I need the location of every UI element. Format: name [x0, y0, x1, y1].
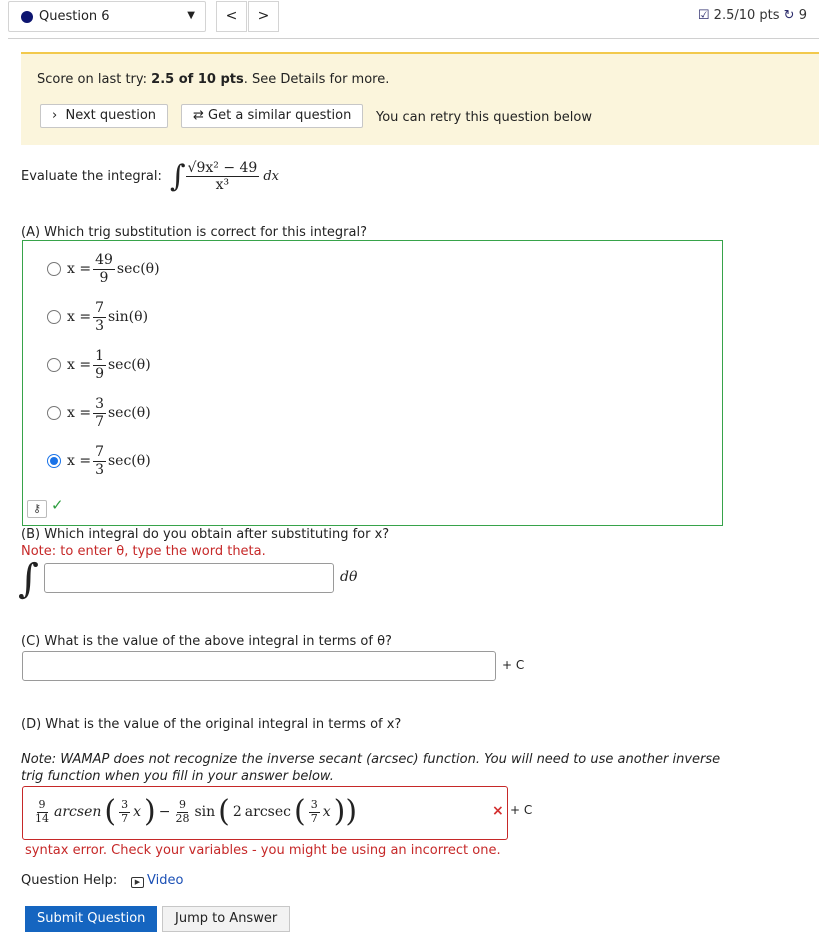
last-try-score: Score on last try: 2.5 of 10 pts. See Details for more.: [37, 72, 390, 87]
radio-button[interactable]: [47, 262, 61, 276]
score-summary: [698, 8, 807, 23]
checkbox-icon: ☑: [697, 8, 710, 23]
next-question-nav-button[interactable]: >: [248, 1, 279, 32]
incorrect-mark-icon: ×: [492, 803, 504, 819]
chevron-right-icon: ›: [52, 108, 58, 123]
retry-icon: ↻: [783, 8, 795, 23]
part-d-note: Note: WAMAP does not recognize the inverse secant (arcsec) function. You will need to use another inverse trig function when you fill in your answer below.: [21, 752, 721, 784]
play-video-icon: ▶: [131, 877, 144, 888]
key-icon[interactable]: ⚷: [27, 500, 47, 518]
radio-button[interactable]: [47, 310, 61, 324]
option-1[interactable]: x = $\frac{49}{9}$ sec(θ): [47, 249, 160, 289]
part-d-input[interactable]: [22, 786, 508, 840]
answer-expression: $\frac{9}{14}$ arcsen ( $\frac{3}{7}$ x ) − $\frac{9}{28}$ sin ( 2 arcsec ( $\frac{3}{7}$ x )): [35, 794, 358, 829]
question-selector[interactable]: [8, 1, 206, 32]
part-c-label: (C) What is the value of the above integral in terms of θ?: [21, 634, 392, 649]
integral-sign: ∫: [169, 158, 186, 194]
prev-question-button[interactable]: <: [216, 1, 247, 32]
plus-c-label: + C: [510, 803, 533, 817]
last-try-score-value: 2.5 of 10 pts: [151, 72, 244, 87]
radio-button[interactable]: [47, 406, 61, 420]
submit-question-button[interactable]: Submit Question: [25, 906, 157, 932]
part-d-label: (D) What is the value of the original integral in terms of x?: [21, 717, 402, 732]
option-2[interactable]: x = $\frac{7}{3}$ sin(θ): [47, 297, 148, 337]
dtheta-label: dθ: [340, 569, 358, 585]
integrand-fraction: $\frac{\text{√9x² − 49}}{\text{x³}}$: [187, 160, 258, 194]
score-points: 2.5/10 pts: [713, 8, 780, 23]
dropdown-caret-icon: ▼: [187, 10, 195, 21]
next-question-button[interactable]: › Next question: [40, 104, 168, 128]
checkmark-icon: ✓: [51, 496, 64, 514]
part-a-label: (A) Which trig substitution is correct for this integral?: [21, 225, 367, 240]
part-b-input[interactable]: [44, 563, 334, 593]
option-3[interactable]: x = $\frac{1}{9}$ sec(θ): [47, 345, 151, 385]
question-status-dot: [21, 11, 33, 23]
part-b-note: Note: to enter θ, type the word theta.: [21, 544, 266, 559]
part-a-options-box: [22, 240, 723, 526]
part-c-input[interactable]: [22, 651, 496, 681]
part-b-label: (B) Which integral do you obtain after substituting for x?: [21, 527, 390, 542]
syntax-error-message: syntax error. Check your variables - you might be using an incorrect one.: [25, 843, 501, 858]
similar-question-button[interactable]: ⇄ Get a similar question: [181, 104, 363, 128]
video-link[interactable]: ▶ Video: [131, 873, 183, 888]
swap-arrows-icon: ⇄: [193, 108, 204, 123]
jump-to-answer-button[interactable]: Jump to Answer: [162, 906, 290, 932]
header-divider: [8, 38, 819, 39]
option-5[interactable]: x = $\frac{7}{3}$ sec(θ): [47, 441, 151, 481]
integral-sign: ∫: [18, 556, 39, 602]
option-4[interactable]: x = $\frac{3}{7}$ sec(θ): [47, 393, 151, 433]
radio-button[interactable]: [47, 358, 61, 372]
radio-button-selected[interactable]: [47, 454, 61, 468]
integrand-differential: dx: [263, 169, 279, 185]
question-prompt: Evaluate the integral: ∫ $\frac{\text{√9x² − 49}}{\text{x³}}$ dx: [21, 158, 279, 194]
question-help-label: Question Help:: [21, 873, 118, 888]
feedback-panel: [21, 52, 819, 145]
question-selector-label: Question 6: [39, 9, 110, 24]
retry-note: You can retry this question below: [376, 110, 592, 125]
attempts-count: 9: [798, 8, 807, 23]
plus-c-label: + C: [502, 658, 525, 672]
